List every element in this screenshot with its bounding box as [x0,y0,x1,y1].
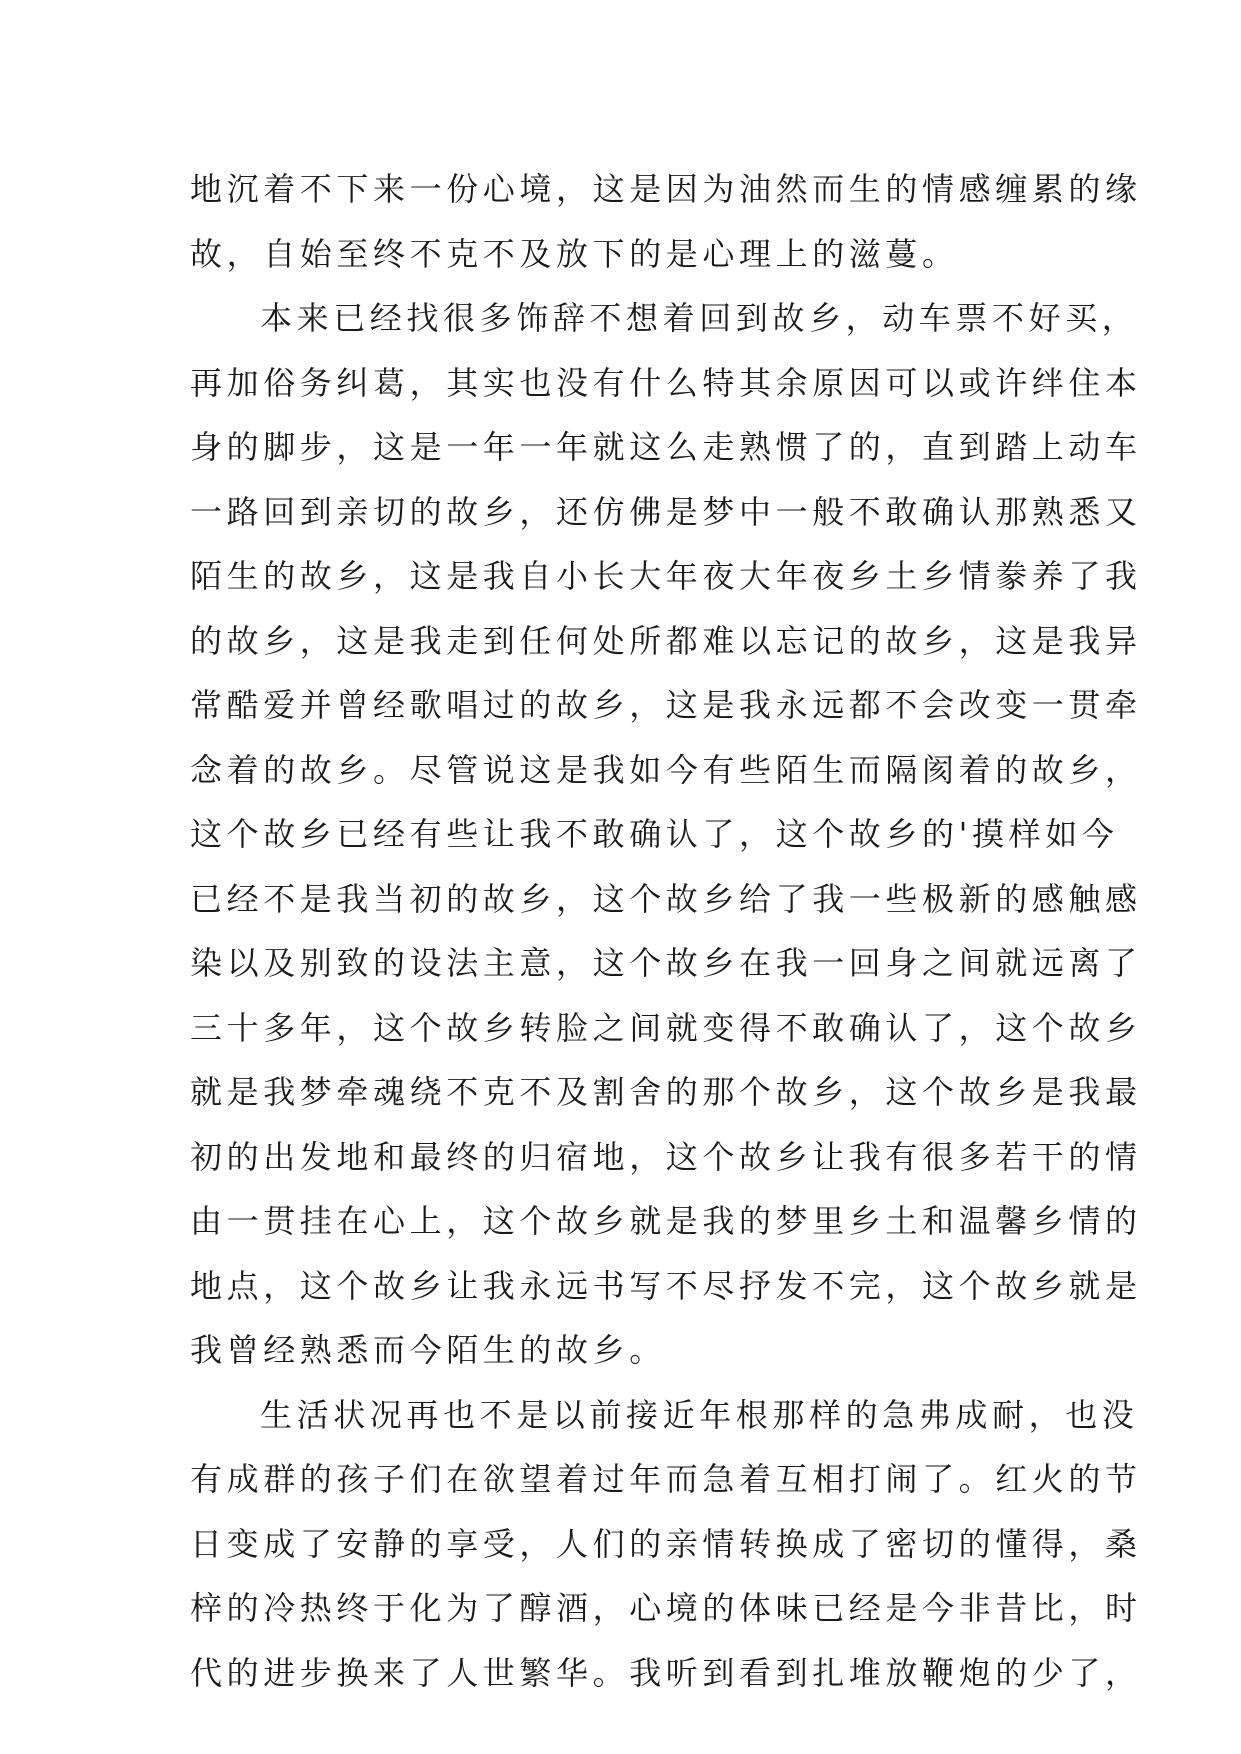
text-line: 我曾经熟悉而今陌生的故乡。 [190,1331,666,1369]
text-line: 的故乡，这是我走到任何处所都难以忘记的故乡，这是我异 [190,621,1142,660]
text-line: 再加俗务纠葛，其实也没有什么特其余原因可以或许绊住本 [190,363,1142,402]
text-line: 地沉着不下来一份心境，这是因为油然而生的情感缠累的缘 [190,170,1142,208]
text-line: 三十多年，这个故乡转脸之间就变得不敢确认了，这个故乡 [190,1008,1142,1047]
text-line: 念着的故乡。尽管说这是我如今有些陌生而隔阂着的故乡， [190,750,1142,789]
body-text [190,157,1142,1705]
text-line: 有成群的孩子们在欲望着过年而急着互相打闹了。红火的节 [190,1460,1142,1498]
text-line: 陌生的故乡，这是我自小长大年夜大年夜乡土乡情豢养了我 [190,557,1142,595]
text-line: 地点，这个故乡让我永远书写不尽抒发不完，这个故乡就是 [190,1266,1142,1305]
paragraph-first-line: 生活状况再也不是以前接近年根那样的急弗成耐，也没 [260,1395,1139,1434]
text-line: 染以及别致的设法主意，这个故乡在我一回身之间就远离了 [190,944,1142,982]
text-line: 身的脚步，这是一年一年就这么走熟惯了的，直到踏上动车 [190,428,1142,466]
paragraph-first-line: 本来已经找很多饰辞不想着回到故乡，动车票不好买， [260,299,1139,337]
text-line: 就是我梦牵魂绕不克不及割舍的那个故乡，这个故乡是我最 [190,1073,1142,1111]
text-line: 日变成了安静的享受，人们的亲情转换成了密切的懂得，桑 [190,1524,1142,1563]
text-line: 这个故乡已经有些让我不敢确认了，这个故乡的'摸样如今 [190,815,1119,853]
text-line: 已经不是我当初的故乡，这个故乡给了我一些极新的感触感 [190,879,1142,918]
text-line: 由一贯挂在心上，这个故乡就是我的梦里乡土和温馨乡情的 [190,1202,1142,1240]
text-line: 代的进步换来了人世繁华。我听到看到扎堆放鞭炮的少了， [190,1653,1142,1692]
text-line: 初的出发地和最终的归宿地，这个故乡让我有很多若干的情 [190,1137,1142,1176]
text-line: 梓的冷热终于化为了醇酒，心境的体味已经是今非昔比，时 [190,1589,1142,1627]
text-line: 故，自始至终不克不及放下的是心理上的滋蔓。 [190,234,959,273]
text-line: 一路回到亲切的故乡，还仿佛是梦中一般不敢确认那熟悉又 [190,492,1142,531]
text-line: 常酷爱并曾经歌唱过的故乡，这是我永远都不会改变一贯牵 [190,686,1142,724]
